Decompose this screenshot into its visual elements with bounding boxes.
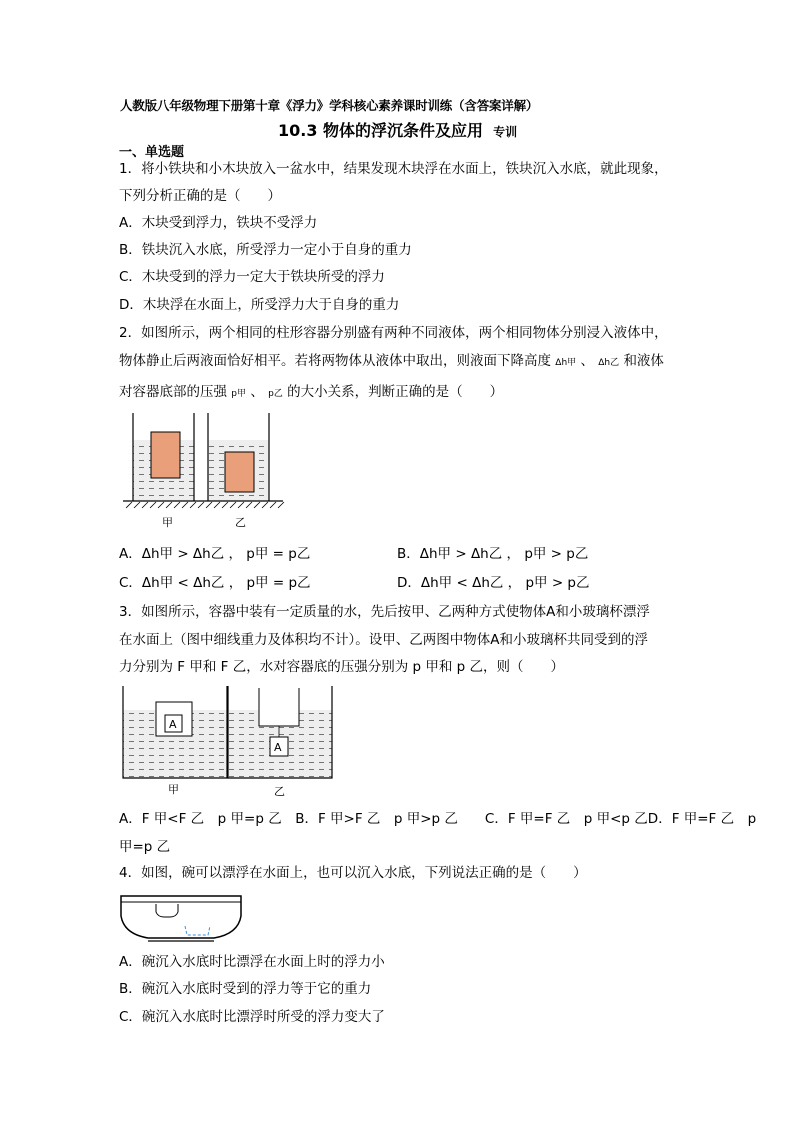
q3-stem-line1: 3．如图所示，容器中装有一定质量的水，先后按甲、乙两种方式使物体A和小玻璃杯漂浮	[119, 604, 650, 620]
q2-option-a: A．Δh甲 > Δh乙 ， p甲 = p乙	[119, 546, 311, 562]
q2-stem-line2-a: 物体静止后两液面恰好相平。若将两物体从液体中取出，则液面下降高度	[119, 353, 551, 369]
title-main: 10.3 物体的浮沉条件及应用	[278, 121, 484, 140]
q3-options-tail: 甲=p 乙	[119, 839, 171, 855]
q2-stem-line3-a: 对容器底部的压强	[119, 384, 227, 400]
q2-stem-line3	[119, 383, 503, 403]
q2-stem-line1: 2．如图所示，两个相同的柱形容器分别盛有两种不同液体，两个相同物体分别浸入液体中，	[119, 325, 668, 341]
q3-block-a-right-label: A	[274, 741, 282, 754]
q2-stem-line3-b: 的大小关系，判断正确的是（ ）	[287, 384, 504, 400]
q2-dh-jia: Δh甲	[555, 358, 577, 368]
q2-object-left	[151, 432, 180, 478]
q2-stem-line2-b: 和液体	[623, 353, 664, 369]
q2-option-c: C．Δh甲 < Δh乙 ， p甲 = p乙	[119, 575, 311, 591]
q1-option-a: A．木块受到浮力，铁块不受浮力	[119, 215, 318, 231]
q2-object-right	[225, 452, 254, 492]
q3-fig-label-jia: 甲	[168, 783, 179, 796]
q4-option-c: C．碗沉入水底时比漂浮时所受的浮力变大了	[119, 1009, 385, 1025]
title-sub: 专训	[493, 125, 518, 139]
q2-separator-2: 、	[250, 384, 264, 400]
q4-floating-bowl	[156, 904, 178, 917]
q1-stem-line2: 下列分析正确的是（ ）	[119, 188, 281, 204]
page-title	[278, 118, 517, 141]
q3-stem-line2: 在水面上（图中细线重力及体积均不计）。设甲、乙两图中物体A和小玻璃杯共同受到的浮	[119, 632, 648, 648]
q2-p-yi: p乙	[268, 389, 283, 399]
q3-cup-right	[259, 688, 299, 726]
q2-option-b: B．Δh甲 > Δh乙 ， p甲 > p乙	[397, 546, 589, 562]
q2-p-jia: p甲	[231, 389, 247, 399]
q1-option-c: C．木块受到的浮力一定大于铁块所受的浮力	[119, 269, 385, 285]
q2-fig-label-jia: 甲	[162, 516, 173, 529]
q3-fig-label-yi: 乙	[274, 785, 285, 798]
q3-options-line: A．F 甲<F 乙 p 甲=p 乙 B．F 甲>F 乙 p 甲>p 乙 C．F 甲=F 乙 p 甲<p 乙D．F 甲=F 乙 p	[119, 811, 757, 827]
q3-block-a-left-label: A	[169, 718, 177, 731]
q4-option-a: A．碗沉入水底时比漂浮在水面上时的浮力小	[119, 954, 385, 970]
q4-stem: 4．如图，碗可以漂浮在水面上，也可以沉入水底，下列说法正确的是（ ）	[119, 865, 587, 881]
q2-separator: 、	[580, 353, 594, 369]
q1-option-d: D．木块浮在水面上，所受浮力大于自身的重力	[119, 297, 400, 313]
q2-fig-label-yi: 乙	[235, 516, 246, 529]
q3-stem-line3: 力分别为 F 甲和 F 乙，水对容器底的压强分别为 p 甲和 p 乙，则（ ）	[119, 659, 564, 675]
q2-containers-figure	[118, 408, 298, 534]
q3-containers-figure	[118, 682, 338, 800]
section-heading: 一、单选题	[119, 145, 185, 160]
q2-stem-line2	[119, 352, 664, 372]
q2-option-d: D．Δh甲 < Δh乙 ， p甲 > p乙	[397, 575, 590, 591]
q1-stem-line1: 1．将小铁块和小木块放入一盆水中，结果发现木块浮在水面上，铁块沉入水底，就此现象，	[119, 161, 668, 177]
q4-bowl-figure	[118, 888, 244, 944]
q1-option-b: B．铁块沉入水底，所受浮力一定小于自身的重力	[119, 242, 412, 258]
q2-dh-yi: Δh乙	[598, 358, 620, 368]
document-header: 人教版八年级物理下册第十章《浮力》学科核心素养课时训练（含答案详解）	[120, 98, 539, 113]
q4-option-b: B．碗沉入水底时受到的浮力等于它的重力	[119, 981, 372, 997]
